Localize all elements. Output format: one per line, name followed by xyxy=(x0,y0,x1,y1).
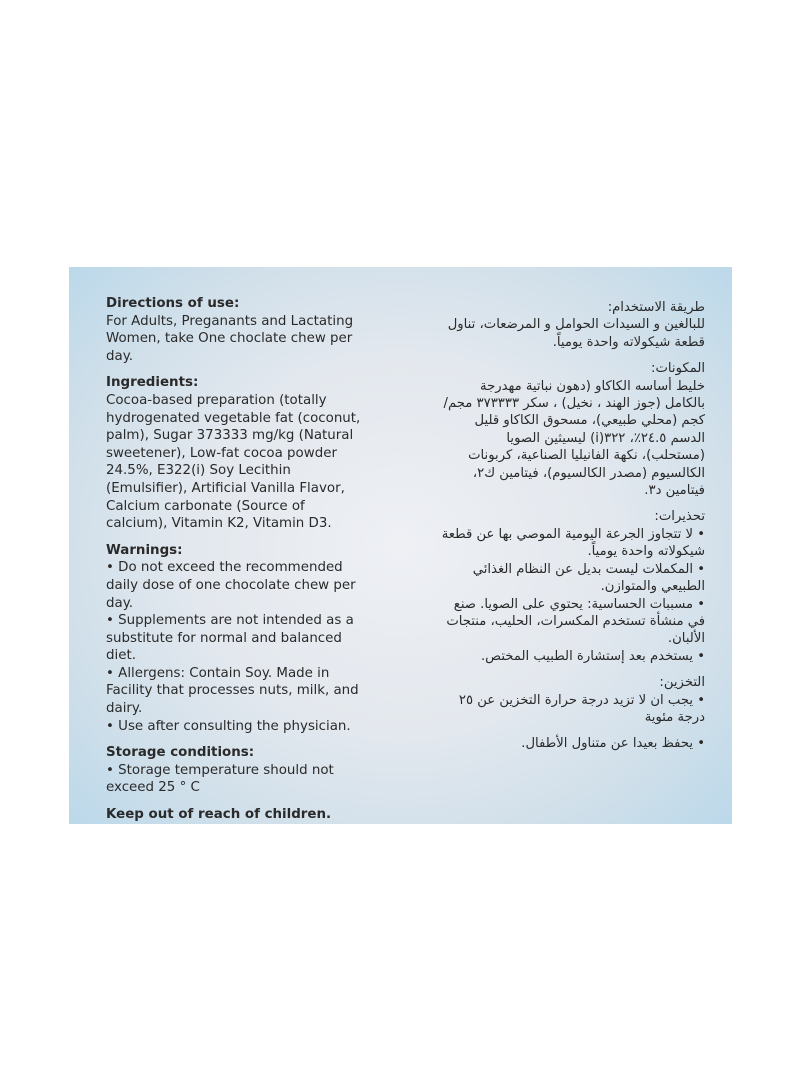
directions-heading-ar: طريقة الاستخدام: xyxy=(607,300,705,315)
directions-text-ar: للبالغين و السيدات الحوامل و المرضعات، تناول قطعة شيكولاته واحدة يومياً. xyxy=(447,317,705,350)
product-label-panel xyxy=(69,267,732,824)
english-column xyxy=(106,295,368,824)
storage-text-ar: • يجب ان لا تزيد درجة حرارة التخزين عن ٢٥ درجة مئوية xyxy=(458,692,705,725)
storage-section-ar xyxy=(440,674,705,726)
directions-section-ar xyxy=(440,299,705,351)
ingredients-text-ar: خليط أساسه الكاكاو (دهون نباتية مهدرجة بالكامل (جوز الهند ، نخيل) ، سكر ٣٧٣٣٣٣ مجم/كجم (محلي طبيعي)، مسحوق الكاكاو قليل الدسم ٢٤.٥٪، ٣٢٢(i) ليسيثين الصويا (مستحلب)، نكهة الفانيليا الصناعية، كربونات الكالسيوم (مصدر الكالسيوم)، فيتامين ك٢، فيتامين د٣. xyxy=(443,378,705,499)
ingredients-text: Cocoa-based preparation (totally hydrogenated vegetable fat (coconut, palm), Sugar 373333 mg/kg (Natural sweetener), Low-fat cocoa powder 24.5%, E322(i) Soy Lecithin (Emulsifier), Artificial Vanilla Flavor, Calcium carbonate (Source of calcium), Vitamin K2, Vitamin D3. xyxy=(106,392,361,532)
ingredients-heading: Ingredients: xyxy=(106,375,199,391)
warning-item: • Allergens: Contain Soy. Made in Facility that processes nuts, milk, and dairy. xyxy=(106,665,359,717)
ingredients-section-ar xyxy=(440,360,705,499)
warning-item-ar: • مسببات الحساسية: يحتوي على الصويا. صنع في منشأة تستخدم المكسرات، الحليب، منتجات الألبان. xyxy=(446,596,705,647)
storage-heading-ar: التخزين: xyxy=(659,675,705,691)
ingredients-heading-ar: المكونات: xyxy=(651,361,705,377)
storage-heading: Storage conditions: xyxy=(106,745,255,761)
warnings-heading: Warnings: xyxy=(106,542,183,558)
keep-away-note: Keep out of reach of children. xyxy=(106,807,332,823)
arabic-column xyxy=(440,299,705,753)
warnings-section xyxy=(106,542,368,736)
warning-item: • Supplements are not intended as a substitute for normal and balanced diet. xyxy=(106,613,354,664)
ingredients-section xyxy=(106,374,368,532)
warning-item-ar: • المكملات ليست بديل عن النظام الغذائي الطبيعي والمتوازن. xyxy=(472,561,705,595)
storage-section xyxy=(106,744,368,797)
directions-heading: Directions of use: xyxy=(106,296,240,311)
directions-section xyxy=(106,295,368,365)
warnings-section-ar xyxy=(440,508,705,665)
warning-item-ar: • لا تتجاوز الجرعة اليومية الموصي بها عن قطعة شيكولاته واحدة يومياً. xyxy=(441,526,705,560)
warning-item: • Use after consulting the physician. xyxy=(106,718,351,734)
keep-away-note-ar: • يحفظ بعيدا عن متناول الأطفال. xyxy=(521,736,705,752)
warnings-heading-ar: تحذيرات: xyxy=(654,509,705,525)
directions-text: For Adults, Preganants and Lactating Women, take One choclate chew per day. xyxy=(106,313,354,364)
warning-item-ar: • يستخدم بعد إستشارة الطبيب المختص. xyxy=(480,648,705,664)
storage-text: • Storage temperature should not exceed 25 ° C xyxy=(106,762,334,796)
warning-item: • Do not exceed the recommended daily dose of one chocolate chew per day. xyxy=(106,560,356,611)
